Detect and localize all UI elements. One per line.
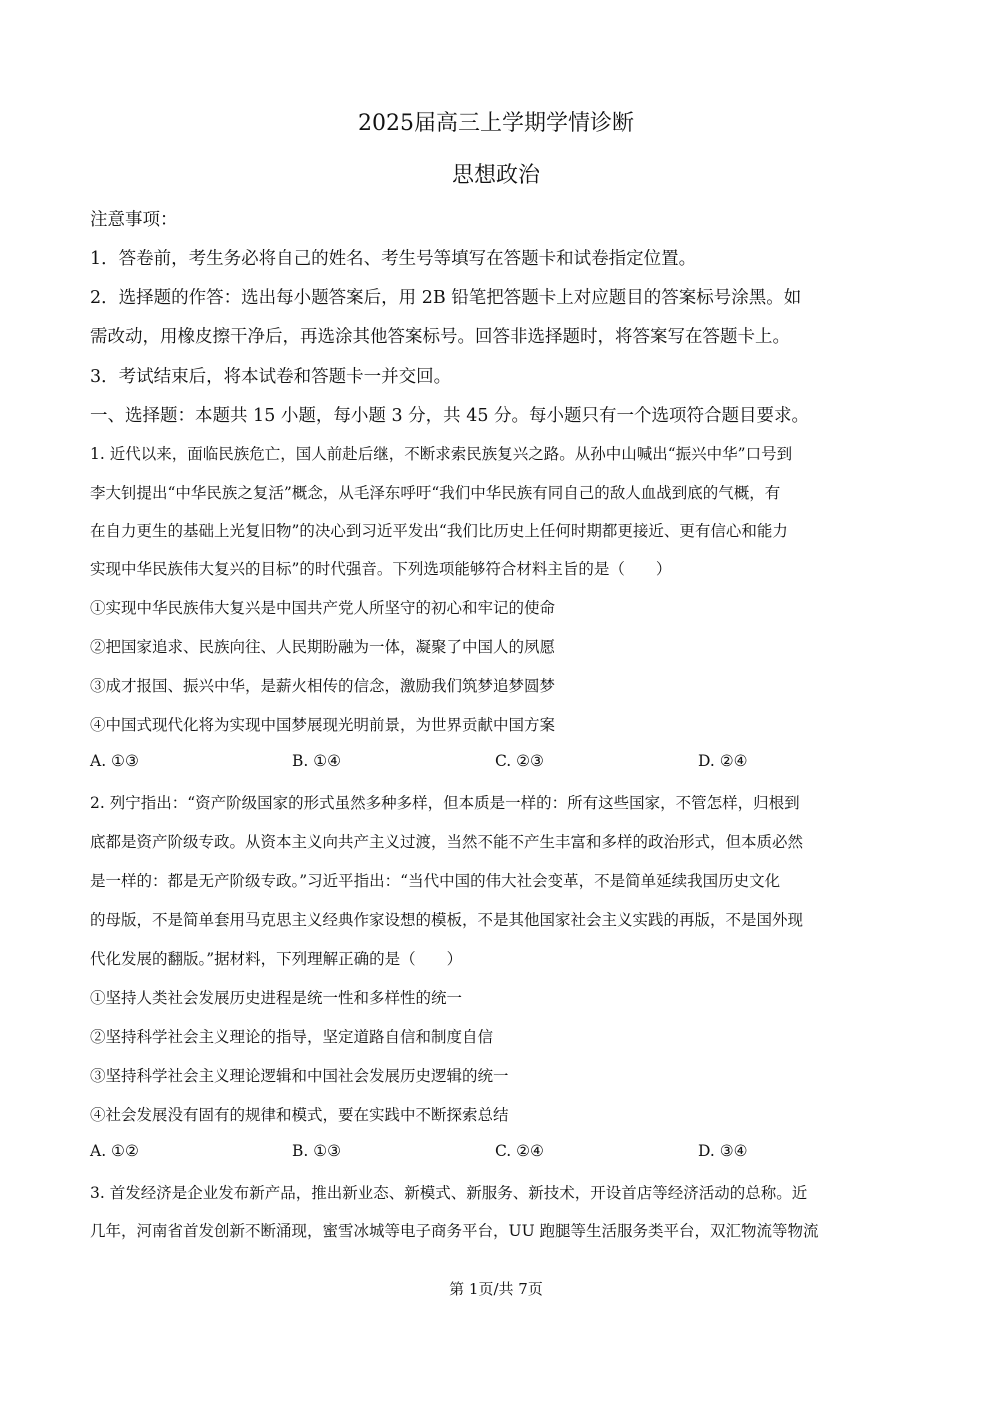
- option-b[interactable]: B. ①④: [292, 752, 342, 770]
- question-2-statement: ②坚持科学社会主义理论的指导，坚定道路自信和制度自信: [90, 1028, 494, 1046]
- subject-title: 思想政治: [451, 163, 540, 188]
- question-2-statement: ③坚持科学社会主义理论逻辑和中国社会发展历史逻辑的统一: [90, 1067, 509, 1085]
- option-c[interactable]: C. ②③: [495, 752, 544, 770]
- question-1-statement: ④中国式现代化将为实现中国梦展现光明前景，为世界贡献中国方案: [90, 716, 556, 734]
- option-c[interactable]: C. ②④: [495, 1142, 544, 1160]
- question-2-options: [90, 1142, 910, 1164]
- question-1-text: 1. 近代以来，面临民族危亡，国人前赴后继，不断求索民族复兴之路。从孙中山喊出“振兴中华”口号到: [90, 445, 793, 463]
- notice-item-2: 2．选择题的作答：选出每小题答案后，用 2B 铅笔把答题卡上对应题目的答案标号涂黑。如: [90, 288, 802, 308]
- question-2-text: 底都是资产阶级专政。从资本主义向共产主义过渡，当然不能不产生丰富和多样的政治形式，但本质必然: [90, 833, 804, 851]
- notice-item-3: 3．考试结束后，将本试卷和答题卡一并交回。: [90, 367, 452, 387]
- question-2-text: 是一样的：都是无产阶级专政。”习近平指出：“当代中国的伟大社会变革，不是简单延续我国历史文化: [90, 872, 781, 890]
- question-1-statement: ②把国家追求、民族向往、人民期盼融为一体，凝聚了中国人的夙愿: [90, 638, 556, 656]
- question-1-options: [90, 752, 910, 774]
- exam-title: 2025届高三上学期学情诊断: [358, 111, 634, 136]
- question-1-statement: ③成才报国、振兴中华，是薪火相传的信念，激励我们筑梦追梦圆梦: [90, 677, 556, 695]
- notice-item-1: 1．答卷前，考生务必将自己的姓名、考生号等填写在答题卡和试卷指定位置。: [90, 249, 697, 269]
- question-1-text: 李大钊提出“中华民族之复活”概念，从毛泽东呼吁“我们中华民族有同自己的敌人血战到底的气概，有: [90, 484, 781, 502]
- page-number: 第 1页/共 7页: [449, 1280, 543, 1298]
- question-2-statement: ④社会发展没有固有的规律和模式，要在实践中不断探索总结: [90, 1106, 509, 1124]
- question-2-text: 2. 列宁指出：“资产阶级国家的形式虽然多种多样，但本质是一样的：所有这些国家，不管怎样，归根到: [90, 794, 800, 812]
- option-a[interactable]: A. ①③: [90, 752, 139, 770]
- option-d[interactable]: D. ②④: [698, 752, 748, 770]
- question-1-text: 实现中华民族伟大复兴的目标”的时代强音。下列选项能够符合材料主旨的是（ ）: [90, 560, 672, 578]
- question-1-text: 在自力更生的基础上光复旧物”的决心到习近平发出“我们比历史上任何时期都更接近、更有信心和能力: [90, 522, 788, 540]
- question-1-statement: ①实现中华民族伟大复兴是中国共产党人所坚守的初心和牢记的使命: [90, 599, 556, 617]
- notice-item-2-cont: 需改动，用橡皮擦干净后，再选涂其他答案标号。回答非选择题时，将答案写在答题卡上。: [90, 327, 790, 347]
- option-d[interactable]: D. ③④: [698, 1142, 748, 1160]
- option-a[interactable]: A. ①②: [90, 1142, 139, 1160]
- section-heading: 一、选择题：本题共 15 小题，每小题 3 分，共 45 分。每小题只有一个选项符合题目要求。: [90, 406, 810, 426]
- question-3-text: 3. 首发经济是企业发布新产品，推出新业态、新模式、新服务、新技术，开设首店等经济活动的总称。近: [90, 1184, 808, 1202]
- question-2-text: 代化发展的翻版。”据材料，下列理解正确的是（ ）: [90, 950, 463, 968]
- question-3-text: 几年，河南省首发创新不断涌现，蜜雪冰城等电子商务平台，UU 跑腿等生活服务类平台，双汇物流等物流: [90, 1222, 819, 1240]
- option-b[interactable]: B. ①③: [292, 1142, 342, 1160]
- notice-heading: 注意事项：: [90, 210, 178, 230]
- question-2-text: 的母版，不是简单套用马克思主义经典作家设想的模板，不是其他国家社会主义实践的再版，不是国外现: [90, 911, 804, 929]
- question-2-statement: ①坚持人类社会发展历史进程是统一性和多样性的统一: [90, 989, 463, 1007]
